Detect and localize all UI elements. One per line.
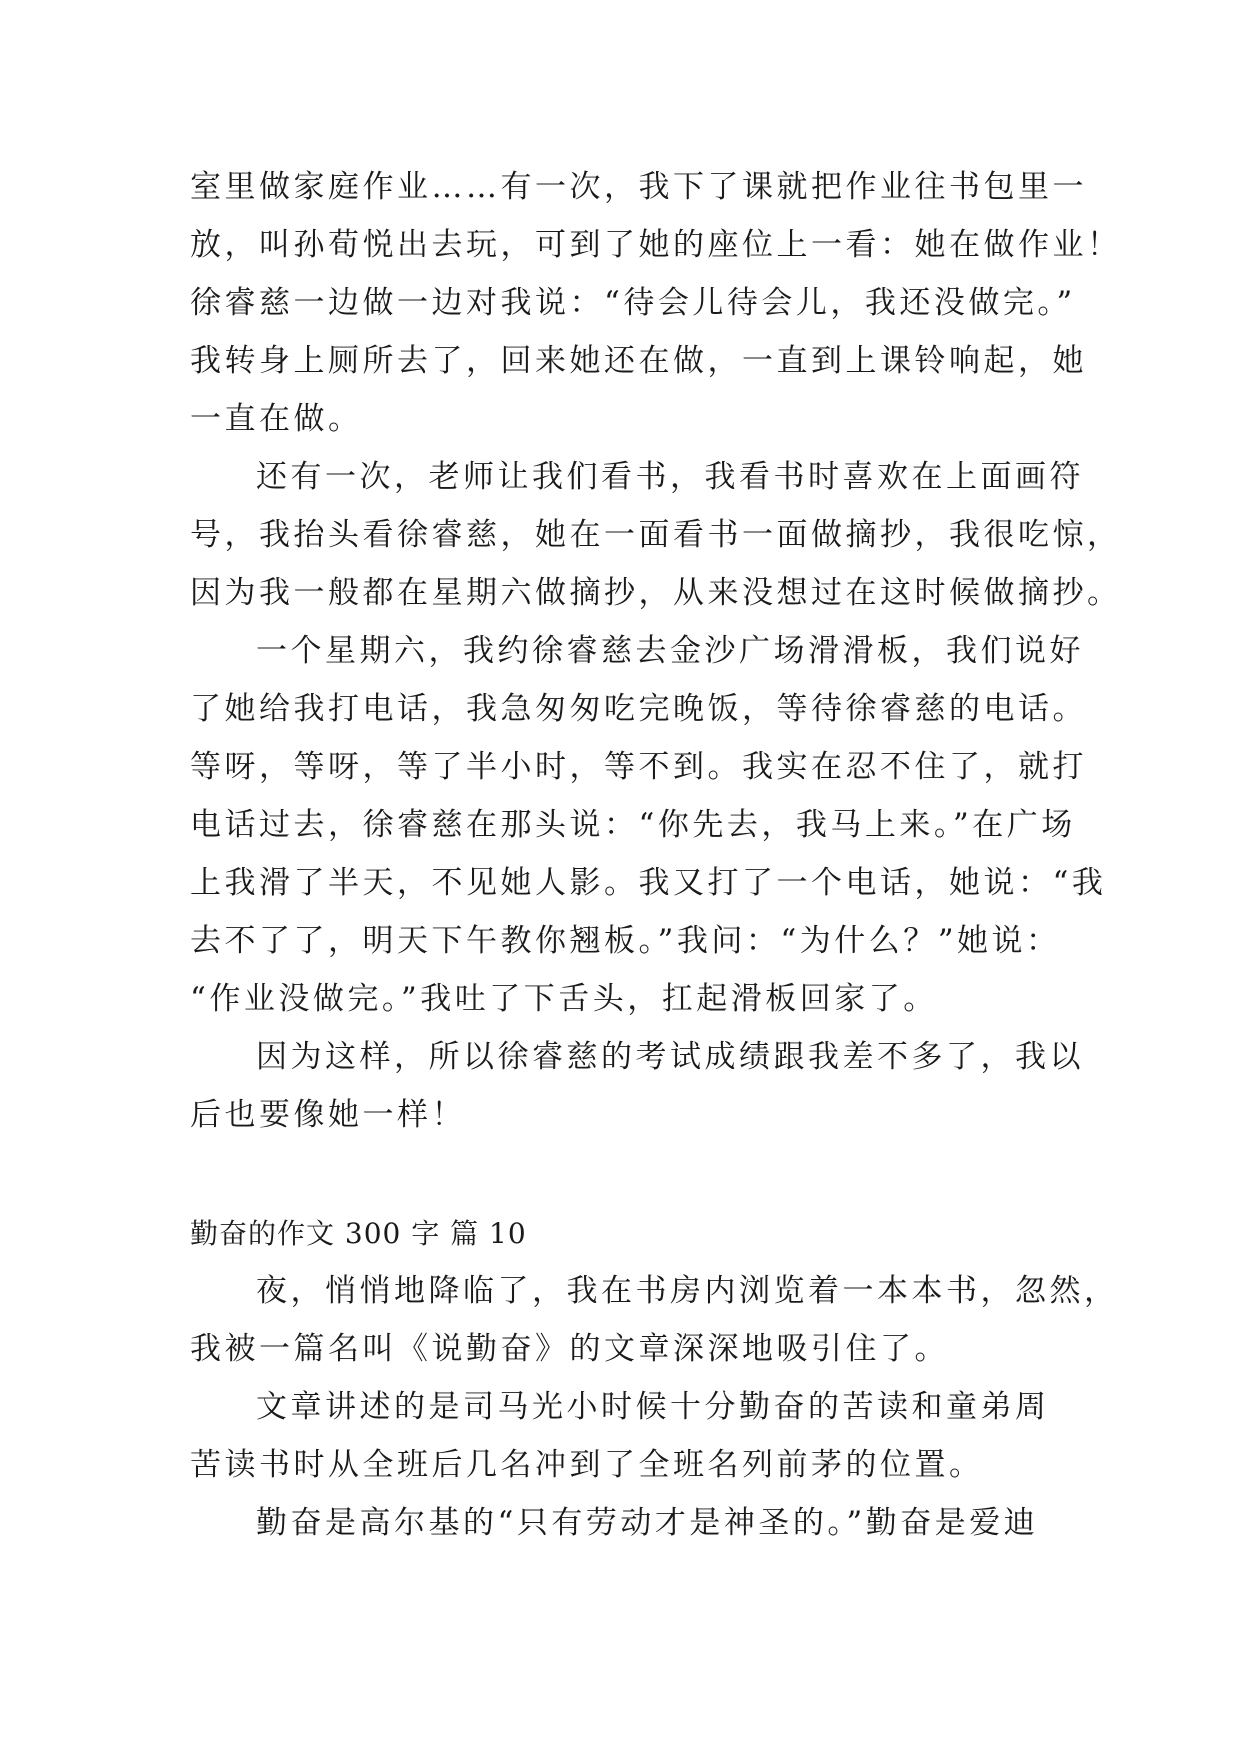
text-line: 去不了了，明天下午教你翘板。”我问：“为什么？”她说： — [190, 923, 1061, 959]
paragraph-saturday — [190, 622, 1107, 1028]
text-line: 夜，悄悄地降临了，我在书房内浏览着一本本书，忽然， — [256, 1273, 1119, 1309]
text-line: 电话过去，徐睿慈在那头说：“你先去，我马上来。”在广场 — [190, 807, 1076, 843]
text-line: 勤奋是高尔基的“只有劳动才是神圣的。”勤奋是爱迪 — [256, 1505, 1039, 1541]
text-line: 室里做家庭作业……有一次，我下了课就把作业往书包里一 — [190, 169, 1087, 205]
text-line: 号，我抬头看徐睿慈，她在一面看书一面做摘抄，我很吃惊， — [190, 517, 1122, 553]
text-line: 因为这样，所以徐睿慈的考试成绩跟我差不多了，我以 — [256, 1039, 1084, 1075]
text-line: 一个星期六，我约徐睿慈去金沙广场滑滑板，我们说好 — [256, 633, 1084, 669]
text-line: 上我滑了半天，不见她人影。我又打了一个电话，她说：“我 — [190, 865, 1107, 901]
text-line: 我转身上厕所去了，回来她还在做，一直到上课铃响起，她 — [190, 343, 1087, 379]
paragraph-reading — [190, 448, 1122, 622]
text-line: 文章讲述的是司马光小时候十分勤奋的苦读和童弟周 — [256, 1389, 1050, 1425]
paragraph-diligence — [190, 1494, 1070, 1552]
text-line: 还有一次，老师让我们看书，我看书时喜欢在上面画符 — [256, 459, 1084, 495]
paragraph-conclusion — [190, 1028, 1084, 1144]
text-line: 放，叫孙荀悦出去玩，可到了她的座位上一看：她在做作业！ — [190, 227, 1122, 263]
text-line: 等呀，等呀，等了半小时，等不到。我实在忍不住了，就打 — [190, 749, 1087, 785]
text-line: 一直在做。 — [190, 401, 363, 437]
text-line: 苦读书时从全班后几名冲到了全班名列前茅的位置。 — [190, 1447, 984, 1483]
paragraph-continuation — [190, 158, 1122, 448]
text-line: 徐睿慈一边做一边对我说：“待会儿待会儿，我还没做完。” — [190, 285, 1076, 321]
section-heading-block — [190, 1205, 1070, 1263]
section-heading: 勤奋的作文 300 字 篇 10 — [190, 1217, 527, 1250]
text-line: 我被一篇名叫《说勤奋》的文章深深地吸引住了。 — [190, 1331, 949, 1367]
paragraph-night — [190, 1262, 1119, 1378]
text-line: 后也要像她一样！ — [190, 1097, 466, 1133]
text-line: “作业没做完。”我吐了下舌头，扛起滑板回家了。 — [190, 981, 938, 1017]
text-line: 了她给我打电话，我急匆匆吃完晚饭，等待徐睿慈的电话。 — [190, 691, 1087, 727]
text-line: 因为我一般都在星期六做摘抄，从来没想过在这时候做摘抄。 — [190, 575, 1122, 611]
paragraph-article — [190, 1378, 1070, 1494]
